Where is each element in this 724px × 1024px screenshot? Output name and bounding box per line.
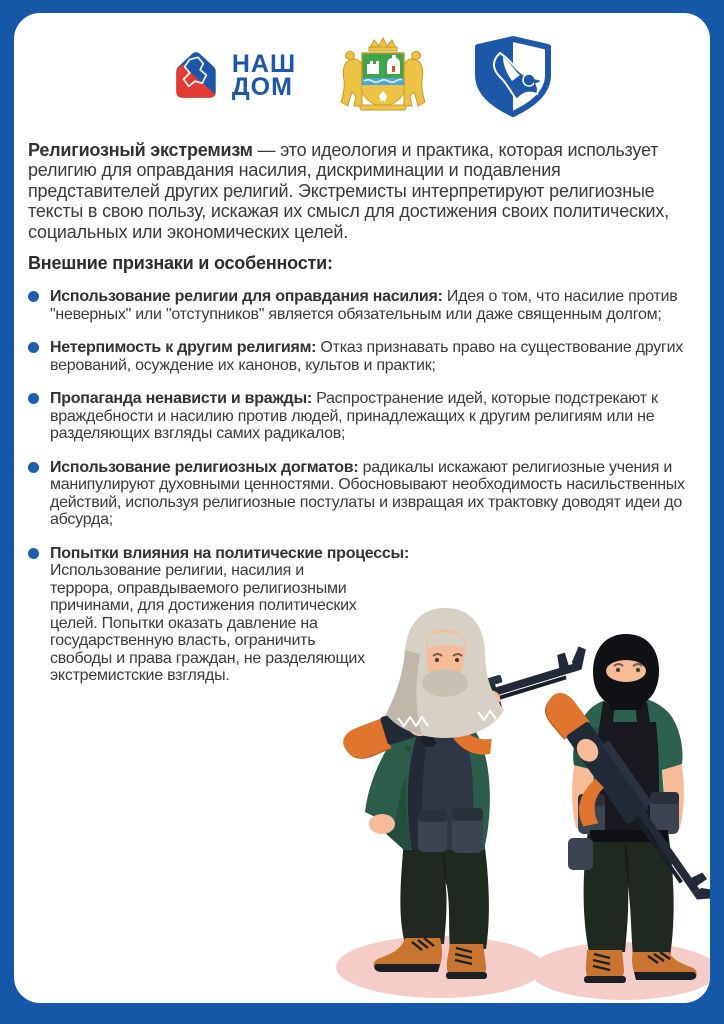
nash-dom-wordmark: НАШ ДОМ bbox=[231, 50, 297, 101]
list-item bbox=[28, 459, 698, 529]
bullet-text: Использование религии, насилия и террора, оправдываемого религиозными причинами, для достижения политических целей. Попытки оказать давление на государственную власть, ограничить свободы и права граждан, не разделяющих экстремистские взгляды. bbox=[50, 562, 365, 685]
shield-dove-emblem bbox=[470, 35, 556, 117]
bullet-icon bbox=[28, 548, 39, 559]
bullet-lead: Нетерпимость к другим религиям: bbox=[50, 339, 317, 357]
bullet-icon bbox=[28, 462, 39, 473]
bullet-lead: Попытки влияния на политические процессы: bbox=[50, 544, 410, 562]
list-item bbox=[28, 339, 698, 374]
intro-term: Религиозный экстремизм bbox=[28, 140, 253, 160]
bullet-icon bbox=[28, 393, 39, 404]
nash-dom-house-icon bbox=[168, 48, 224, 104]
bullet-lead: Пропаганда ненависти и вражды: bbox=[50, 390, 312, 408]
keffiyeh-headscarf bbox=[386, 608, 504, 738]
header-logos bbox=[14, 37, 710, 115]
bullet-text: радикалы искажают религиозные учения и манипулируют духовными ценностями. Обосновывают необходимость насильственных действий, используя религиозные постулаты и извращая их трактовку доводят идеи до абсурда; bbox=[50, 458, 685, 529]
section-heading: Внешние признаки и особенности: bbox=[28, 253, 333, 274]
keffiyeh-militant-figure bbox=[336, 608, 607, 979]
bullet-lead: Использование религии для оправдания насилия: bbox=[50, 288, 443, 306]
list-item bbox=[28, 390, 698, 443]
list-item bbox=[28, 288, 698, 323]
poster-frame bbox=[14, 13, 710, 1003]
militants-illustration bbox=[332, 598, 710, 1003]
bullet-text: Отказ признавать право на существование других верований, осуждение их канонов, культов и практик; bbox=[50, 339, 683, 374]
intro-text: — это идеология и практика, которая использует религию для оправдания насилия, дискриминации и подавления представителей других религий. Экстремисты интерпретируют религиозные тексты в свою пользу, искажая их смысл для достижения своих политических, социальных или экономических целей. bbox=[28, 140, 669, 242]
bullet-icon bbox=[28, 291, 39, 302]
intro-paragraph bbox=[28, 140, 697, 242]
bullet-text: Идея о том, что насилие против "неверных" или "отступников" является обязательным или даже священным долгом; bbox=[50, 288, 678, 323]
yekaterinburg-coat-of-arms bbox=[336, 36, 430, 116]
bullet-lead: Использование религиозных догматов: bbox=[50, 458, 359, 476]
balaclava-mask bbox=[593, 634, 659, 710]
nash-dom-logo bbox=[168, 48, 296, 104]
bullet-icon bbox=[28, 342, 39, 353]
bullet-text: Распространение идей, которые подстрекают к враждебности и насилию против людей, принадлежащих к другим религиям или не разделяющих взгляды самих радикалов; bbox=[50, 390, 658, 443]
